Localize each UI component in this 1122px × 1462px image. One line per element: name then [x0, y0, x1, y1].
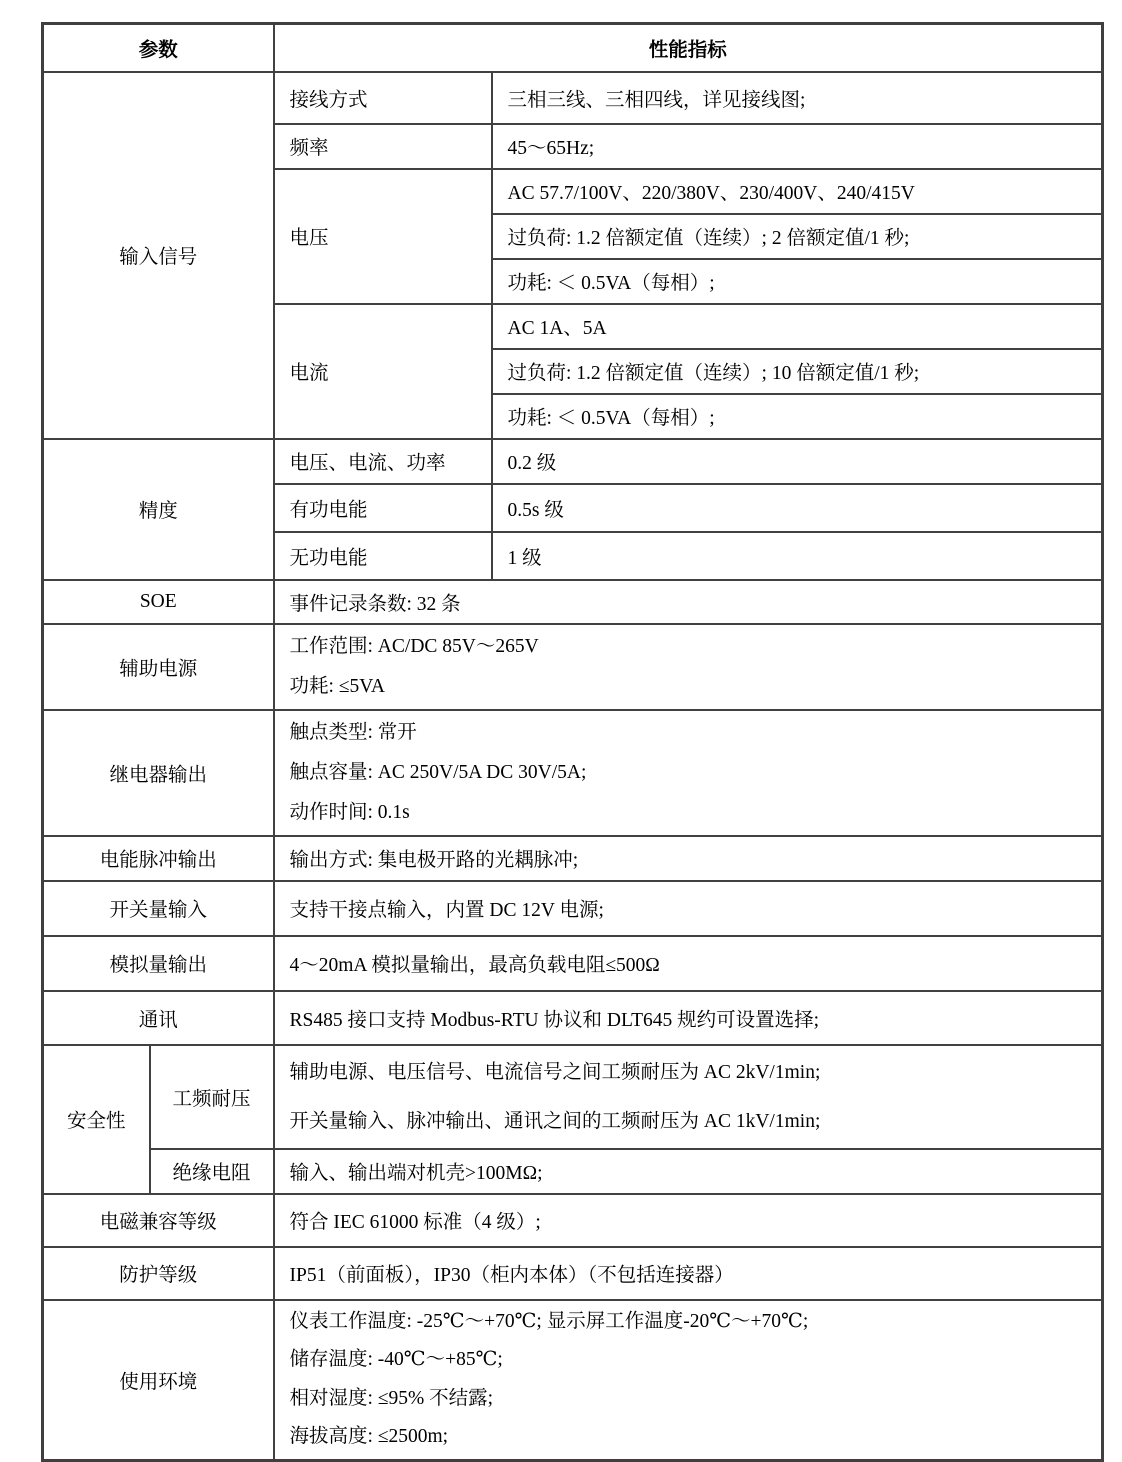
aux-power-line: 工作范围: AC/DC 85V～265V — [289, 635, 539, 657]
aux-power-line: 功耗: ≤5VA — [289, 675, 385, 697]
row-accuracy-power — [43, 439, 1103, 484]
current-consumption-value: 功耗: ＜ 0.5VA（每相）; — [492, 394, 1103, 439]
relay-output-line: 触点类型: 常开 — [289, 721, 417, 743]
spec-table — [41, 22, 1104, 1462]
frequency-label: 频率 — [274, 124, 492, 169]
protection-label: 防护等级 — [43, 1247, 274, 1300]
environment-line: 储存温度: -40℃～+85℃; — [289, 1349, 503, 1370]
environment-line: 海拔高度: ≤2500m; — [289, 1426, 449, 1447]
environment-line: 仪表工作温度: -25℃～+70℃; 显示屏工作温度-20℃～+70℃; — [289, 1310, 809, 1332]
row-soe — [43, 580, 1103, 624]
row-wiring — [43, 72, 1103, 124]
safety-label: 安全性 — [43, 1045, 150, 1194]
relay-output-label: 继电器输出 — [43, 710, 274, 836]
voltage-consumption-value: 功耗: ＜ 0.5VA（每相）; — [492, 259, 1103, 304]
voltage-overload-value: 过负荷: 1.2 倍额定值（连续）; 2 倍额定值/1 秒; — [492, 214, 1103, 259]
accuracy-reactive-value: 1 级 — [492, 532, 1103, 580]
row-protection — [43, 1247, 1103, 1300]
emc-value: 符合 IEC 61000 标准（4 级）; — [274, 1194, 1103, 1247]
row-safety-withstand — [43, 1045, 1103, 1149]
protection-value: IP51（前面板），IP30（柜内本体）（不包括连接器） — [274, 1247, 1103, 1300]
insulation-value: 输入、输出端对机壳>100MΩ; — [274, 1149, 1103, 1194]
current-overload-value: 过负荷: 1.2 倍额定值（连续）; 10 倍额定值/1 秒; — [492, 349, 1103, 394]
row-relay-output — [43, 710, 1103, 836]
accuracy-power-value: 0.2 级 — [492, 439, 1103, 484]
row-communication — [43, 991, 1103, 1045]
accuracy-label: 精度 — [43, 439, 274, 580]
accuracy-power-label: 电压、电流、功率 — [274, 439, 492, 484]
row-safety-insulation — [43, 1149, 1103, 1194]
row-digital-input — [43, 881, 1103, 936]
environment-value — [274, 1300, 1103, 1461]
accuracy-active-label: 有功电能 — [274, 484, 492, 532]
row-analog-output — [43, 936, 1103, 991]
accuracy-reactive-label: 无功电能 — [274, 532, 492, 580]
digital-input-value: 支持干接点输入，内置 DC 12V 电源; — [274, 881, 1103, 936]
row-emc — [43, 1194, 1103, 1247]
communication-label: 通讯 — [43, 991, 274, 1045]
withstand-label: 工频耐压 — [150, 1045, 274, 1149]
row-pulse-output — [43, 836, 1103, 881]
row-environment — [43, 1300, 1103, 1461]
soe-label: SOE — [43, 580, 274, 624]
wiring-label: 接线方式 — [274, 72, 492, 124]
header-spec: 性能指标 — [274, 24, 1103, 72]
current-label: 电流 — [274, 304, 492, 439]
header-param: 参数 — [43, 24, 274, 72]
emc-label: 电磁兼容等级 — [43, 1194, 274, 1247]
input-signal-label: 输入信号 — [43, 72, 274, 439]
digital-input-label: 开关量输入 — [43, 881, 274, 936]
withstand-line: 开关量输入、脉冲输出、通讯之间的工频耐压为 AC 1kV/1min; — [289, 1110, 821, 1132]
soe-value: 事件记录条数: 32 条 — [274, 580, 1103, 624]
current-range-value: AC 1A、5A — [492, 304, 1103, 349]
voltage-label: 电压 — [274, 169, 492, 304]
row-aux-power — [43, 624, 1103, 710]
aux-power-value — [274, 624, 1103, 710]
wiring-value: 三相三线、三相四线，详见接线图; — [492, 72, 1103, 124]
relay-output-line: 触点容量: AC 250V/5A DC 30V/5A; — [289, 761, 587, 783]
aux-power-label: 辅助电源 — [43, 624, 274, 710]
relay-output-value — [274, 710, 1103, 836]
insulation-label: 绝缘电阻 — [150, 1149, 274, 1194]
relay-output-line: 动作时间: 0.1s — [289, 801, 410, 823]
communication-value: RS485 接口支持 Modbus-RTU 协议和 DLT645 规约可设置选择; — [274, 991, 1103, 1045]
environment-line: 相对湿度: ≤95% 不结露; — [289, 1387, 494, 1409]
analog-output-value: 4～20mA 模拟量输出，最高负载电阻≤500Ω — [274, 936, 1103, 991]
accuracy-active-value: 0.5s 级 — [492, 484, 1103, 532]
voltage-range-value: AC 57.7/100V、220/380V、230/400V、240/415V — [492, 169, 1103, 214]
environment-label: 使用环境 — [43, 1300, 274, 1461]
pulse-output-label: 电能脉冲输出 — [43, 836, 274, 881]
frequency-value: 45～65Hz; — [492, 124, 1103, 169]
withstand-line: 辅助电源、电压信号、电流信号之间工频耐压为 AC 2kV/1min; — [289, 1061, 821, 1083]
pulse-output-value: 输出方式: 集电极开路的光耦脉冲; — [274, 836, 1103, 881]
withstand-value — [274, 1045, 1103, 1149]
table-header-row — [43, 24, 1103, 72]
analog-output-label: 模拟量输出 — [43, 936, 274, 991]
